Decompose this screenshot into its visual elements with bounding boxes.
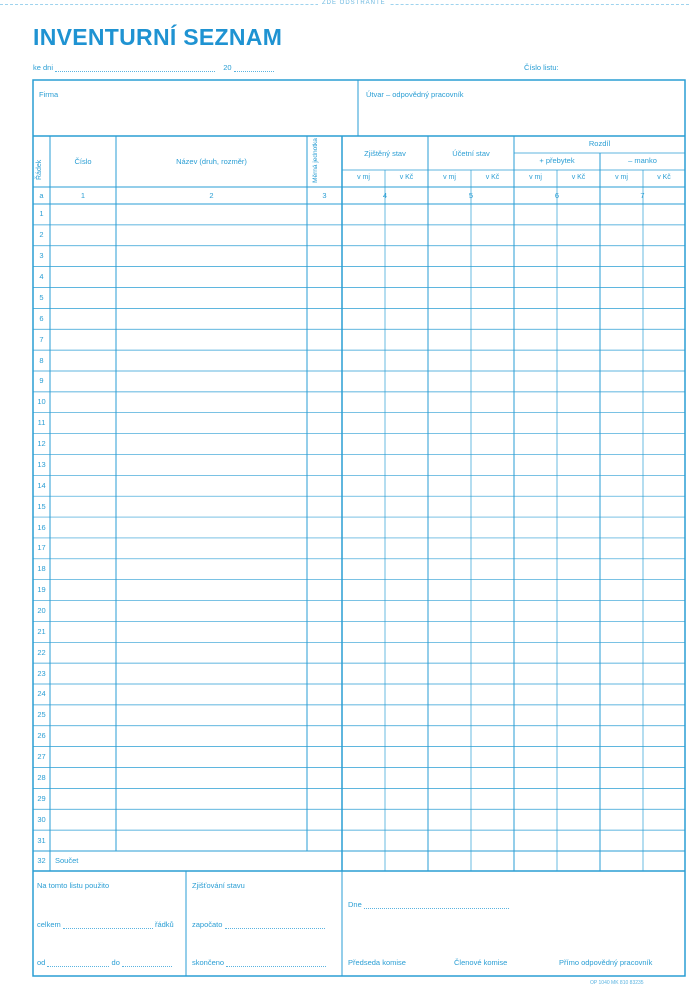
- footer-skonceno-row: [192, 958, 326, 967]
- colnum-6: 6: [554, 191, 560, 200]
- footer-dne-label: Dne: [348, 900, 362, 909]
- row-number: 22: [37, 647, 46, 657]
- row-number: 5: [39, 292, 44, 302]
- col-header-nazev: Název (druh, rozměr): [176, 157, 247, 166]
- footer-radku-label: řádků: [154, 920, 174, 929]
- row-number: 14: [37, 480, 46, 490]
- subheader-manko-kc: v Kč: [657, 174, 671, 181]
- col-header-ucetni: Účetní stav: [452, 149, 490, 158]
- utvar-label: Útvar – odpovědný pracovník: [366, 90, 464, 99]
- subheader-ucetni-kc: v Kč: [485, 174, 500, 181]
- colnum-7: 7: [640, 191, 645, 200]
- subheader-prebytek-kc: v Kč: [571, 174, 586, 181]
- row-number: 9: [39, 376, 44, 386]
- row-number: 3: [39, 251, 44, 261]
- row-number: 6: [39, 313, 44, 323]
- row-number: 15: [37, 501, 46, 511]
- row-number: 29: [37, 793, 46, 803]
- footer-zapocato-row: [192, 920, 325, 929]
- row-number: 18: [37, 564, 46, 574]
- subheader-zjisteny-kc: v Kč: [399, 174, 414, 181]
- row-number: 27: [37, 752, 46, 762]
- row-number: 1: [39, 209, 44, 219]
- page-title: INVENTURNÍ SEZNAM: [33, 24, 283, 50]
- colnum-1: 1: [80, 191, 86, 200]
- row-number: 20: [37, 605, 46, 615]
- outer-frame: [33, 80, 685, 976]
- row-number: 19: [37, 585, 46, 595]
- footer-dne-field[interactable]: [364, 908, 509, 909]
- cislo-listu-label: Číslo listu:: [524, 63, 559, 72]
- footer-od-do-row: [37, 958, 172, 967]
- product-code-2: MK 810 83235: [611, 980, 644, 986]
- row-number: 21: [37, 626, 46, 636]
- row-number: 8: [39, 355, 44, 365]
- row-number: 24: [37, 689, 46, 699]
- col-header-merna: Měrná jednotka: [312, 138, 319, 183]
- subheader-zjisteny-mj: v mj: [357, 174, 370, 181]
- footer-skonceno-label: skončeno: [192, 958, 225, 967]
- footer-od-field[interactable]: [47, 966, 109, 967]
- subheader-manko-mj: v mj: [615, 174, 628, 181]
- col-header-manko: – manko: [628, 156, 657, 165]
- ke-dni-label: ke dni: [33, 63, 54, 72]
- footer-predseda: Předseda komise: [348, 958, 406, 967]
- firma-label: Firma: [39, 90, 59, 99]
- footer-celkem-field[interactable]: [63, 928, 153, 929]
- col-header-cislo: Číslo: [74, 157, 92, 166]
- row-number: 7: [39, 334, 44, 344]
- colnum-a: a: [39, 191, 44, 200]
- row-number: 23: [37, 668, 46, 678]
- row-number: 17: [37, 543, 46, 553]
- row-number: 12: [37, 439, 46, 449]
- product-code-block: [590, 980, 644, 986]
- subheader-ucetni-mj: v mj: [443, 174, 456, 181]
- footer-celkem-row: [37, 920, 174, 929]
- colnum-5: 5: [468, 191, 474, 200]
- row-number: 31: [37, 835, 46, 845]
- footer-clenove: Členové komise: [454, 958, 508, 967]
- col-header-radek: Řádek: [36, 159, 43, 180]
- subheader-prebytek-mj: v mj: [529, 174, 542, 181]
- footer-do-label: do: [111, 958, 120, 967]
- footer-celkem-label: celkem: [37, 920, 61, 929]
- row-number: 4: [39, 272, 44, 282]
- footer-na-tomto-listu: Na tomto listu použito: [37, 881, 110, 890]
- row-number: 2: [39, 230, 44, 240]
- row-number: 26: [37, 731, 46, 741]
- footer-zjistovani: Zjišťování stavu: [192, 881, 245, 890]
- colnum-2: 2: [209, 191, 214, 200]
- footer-skonceno-field[interactable]: [226, 966, 326, 967]
- footer-zapocato-field[interactable]: [225, 928, 325, 929]
- footer-od-label: od: [37, 958, 46, 967]
- row-number: 11: [37, 418, 46, 428]
- footer-primo: Přímo odpovědný pracovník: [559, 958, 653, 967]
- row-number: 25: [37, 710, 46, 720]
- product-code: OP 1040: [590, 980, 610, 986]
- perforation-label: ZDE ODSTRAŇTE: [318, 0, 390, 6]
- sum-row-number: 32: [37, 856, 46, 865]
- colnum-3: 3: [322, 191, 327, 200]
- footer-zapocato-label: započato: [192, 920, 223, 929]
- col-header-rozdil: Rozdíl: [588, 139, 611, 148]
- footer-do-field[interactable]: [122, 966, 172, 967]
- col-header-prebytek: + přebytek: [539, 156, 575, 165]
- row-number: 30: [37, 814, 46, 824]
- sum-row-label: Součet: [55, 856, 79, 865]
- col-header-zjisteny: Zjištěný stav: [364, 149, 406, 158]
- row-number: 13: [37, 459, 46, 469]
- row-number: 28: [37, 772, 46, 782]
- year-label: 20: [223, 63, 232, 72]
- colnum-4: 4: [382, 191, 388, 200]
- footer-dne-row: [348, 900, 509, 909]
- row-number: 16: [37, 522, 46, 532]
- row-number: 10: [37, 397, 46, 407]
